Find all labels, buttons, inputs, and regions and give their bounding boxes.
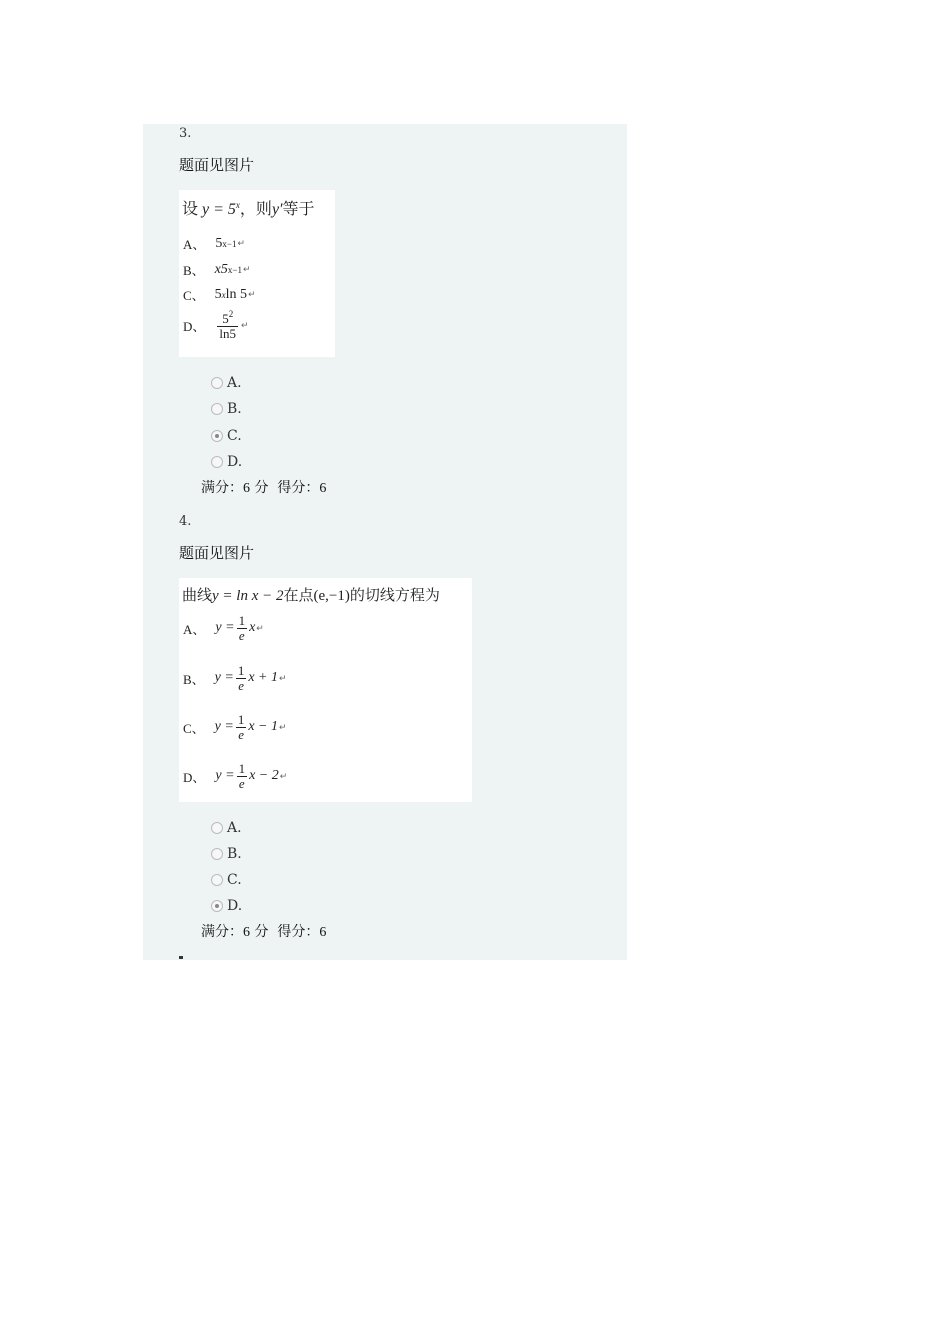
image-option-b: B、 y = $\frac{1}{e}$ x + 1 ↵ — [183, 663, 287, 693]
question-stem: 设 $y = 5^x$，则y′等于 — [182, 200, 315, 218]
choice-b[interactable]: B. — [211, 845, 242, 863]
quiz-panel — [143, 124, 627, 960]
choice-d[interactable]: D. — [211, 897, 242, 915]
score-line: 满分：6 分 得分：6 — [201, 480, 327, 496]
choice-c[interactable]: C. — [211, 871, 242, 889]
fraction: $\frac{1}{e}$ — [237, 712, 245, 742]
cut-off-text — [179, 956, 183, 959]
fraction: $\frac{5^2}{\ln 5}$ — [219, 309, 237, 341]
radio-button[interactable] — [211, 822, 223, 834]
choice-c[interactable]: C. — [211, 427, 242, 445]
choice-a[interactable]: A. — [211, 819, 242, 837]
image-option-c: C、 y = $\frac{1}{e}$ x − 1 ↵ — [183, 712, 287, 742]
question-prompt: 题面见图片 — [179, 544, 255, 562]
fraction: $\frac{1}{e}$ — [238, 613, 246, 643]
choice-a[interactable]: A. — [211, 374, 242, 392]
question-prompt: 题面见图片 — [179, 156, 255, 174]
question-number: 4. — [179, 514, 192, 529]
radio-button[interactable] — [211, 403, 223, 415]
radio-button[interactable] — [211, 848, 223, 860]
fraction: $\frac{1}{e}$ — [238, 761, 246, 791]
radio-button[interactable] — [211, 377, 223, 389]
question-stem: 曲线y = ln x − 2在点(e,−1)的切线方程为 — [182, 588, 440, 604]
image-option-a: A、 y = $\frac{1}{e}$ x ↵ — [183, 613, 264, 643]
radio-button-selected[interactable] — [211, 430, 223, 442]
radio-button[interactable] — [211, 456, 223, 468]
question-number: 3. — [179, 126, 192, 141]
radio-button-selected[interactable] — [211, 900, 223, 912]
question-image — [179, 190, 335, 357]
image-option-b: B、 x5 x−1 ↵ — [183, 261, 251, 278]
score-line: 满分：6 分 得分：6 — [201, 924, 327, 940]
image-option-d: D、 $\frac{5^2}{\ln 5}$ ↵ — [183, 309, 249, 341]
question-image — [179, 578, 472, 802]
choice-d[interactable]: D. — [211, 453, 242, 471]
choice-b[interactable]: B. — [211, 400, 242, 418]
fraction: $\frac{1}{e}$ — [237, 663, 245, 693]
image-option-a: A、 5 x−1 ↵ — [183, 235, 246, 252]
radio-button[interactable] — [211, 874, 223, 886]
image-option-d: D、 y = $\frac{1}{e}$ x − 2 ↵ — [183, 761, 288, 791]
image-option-c: C、 5 x ln 5 ↵ — [183, 286, 256, 303]
